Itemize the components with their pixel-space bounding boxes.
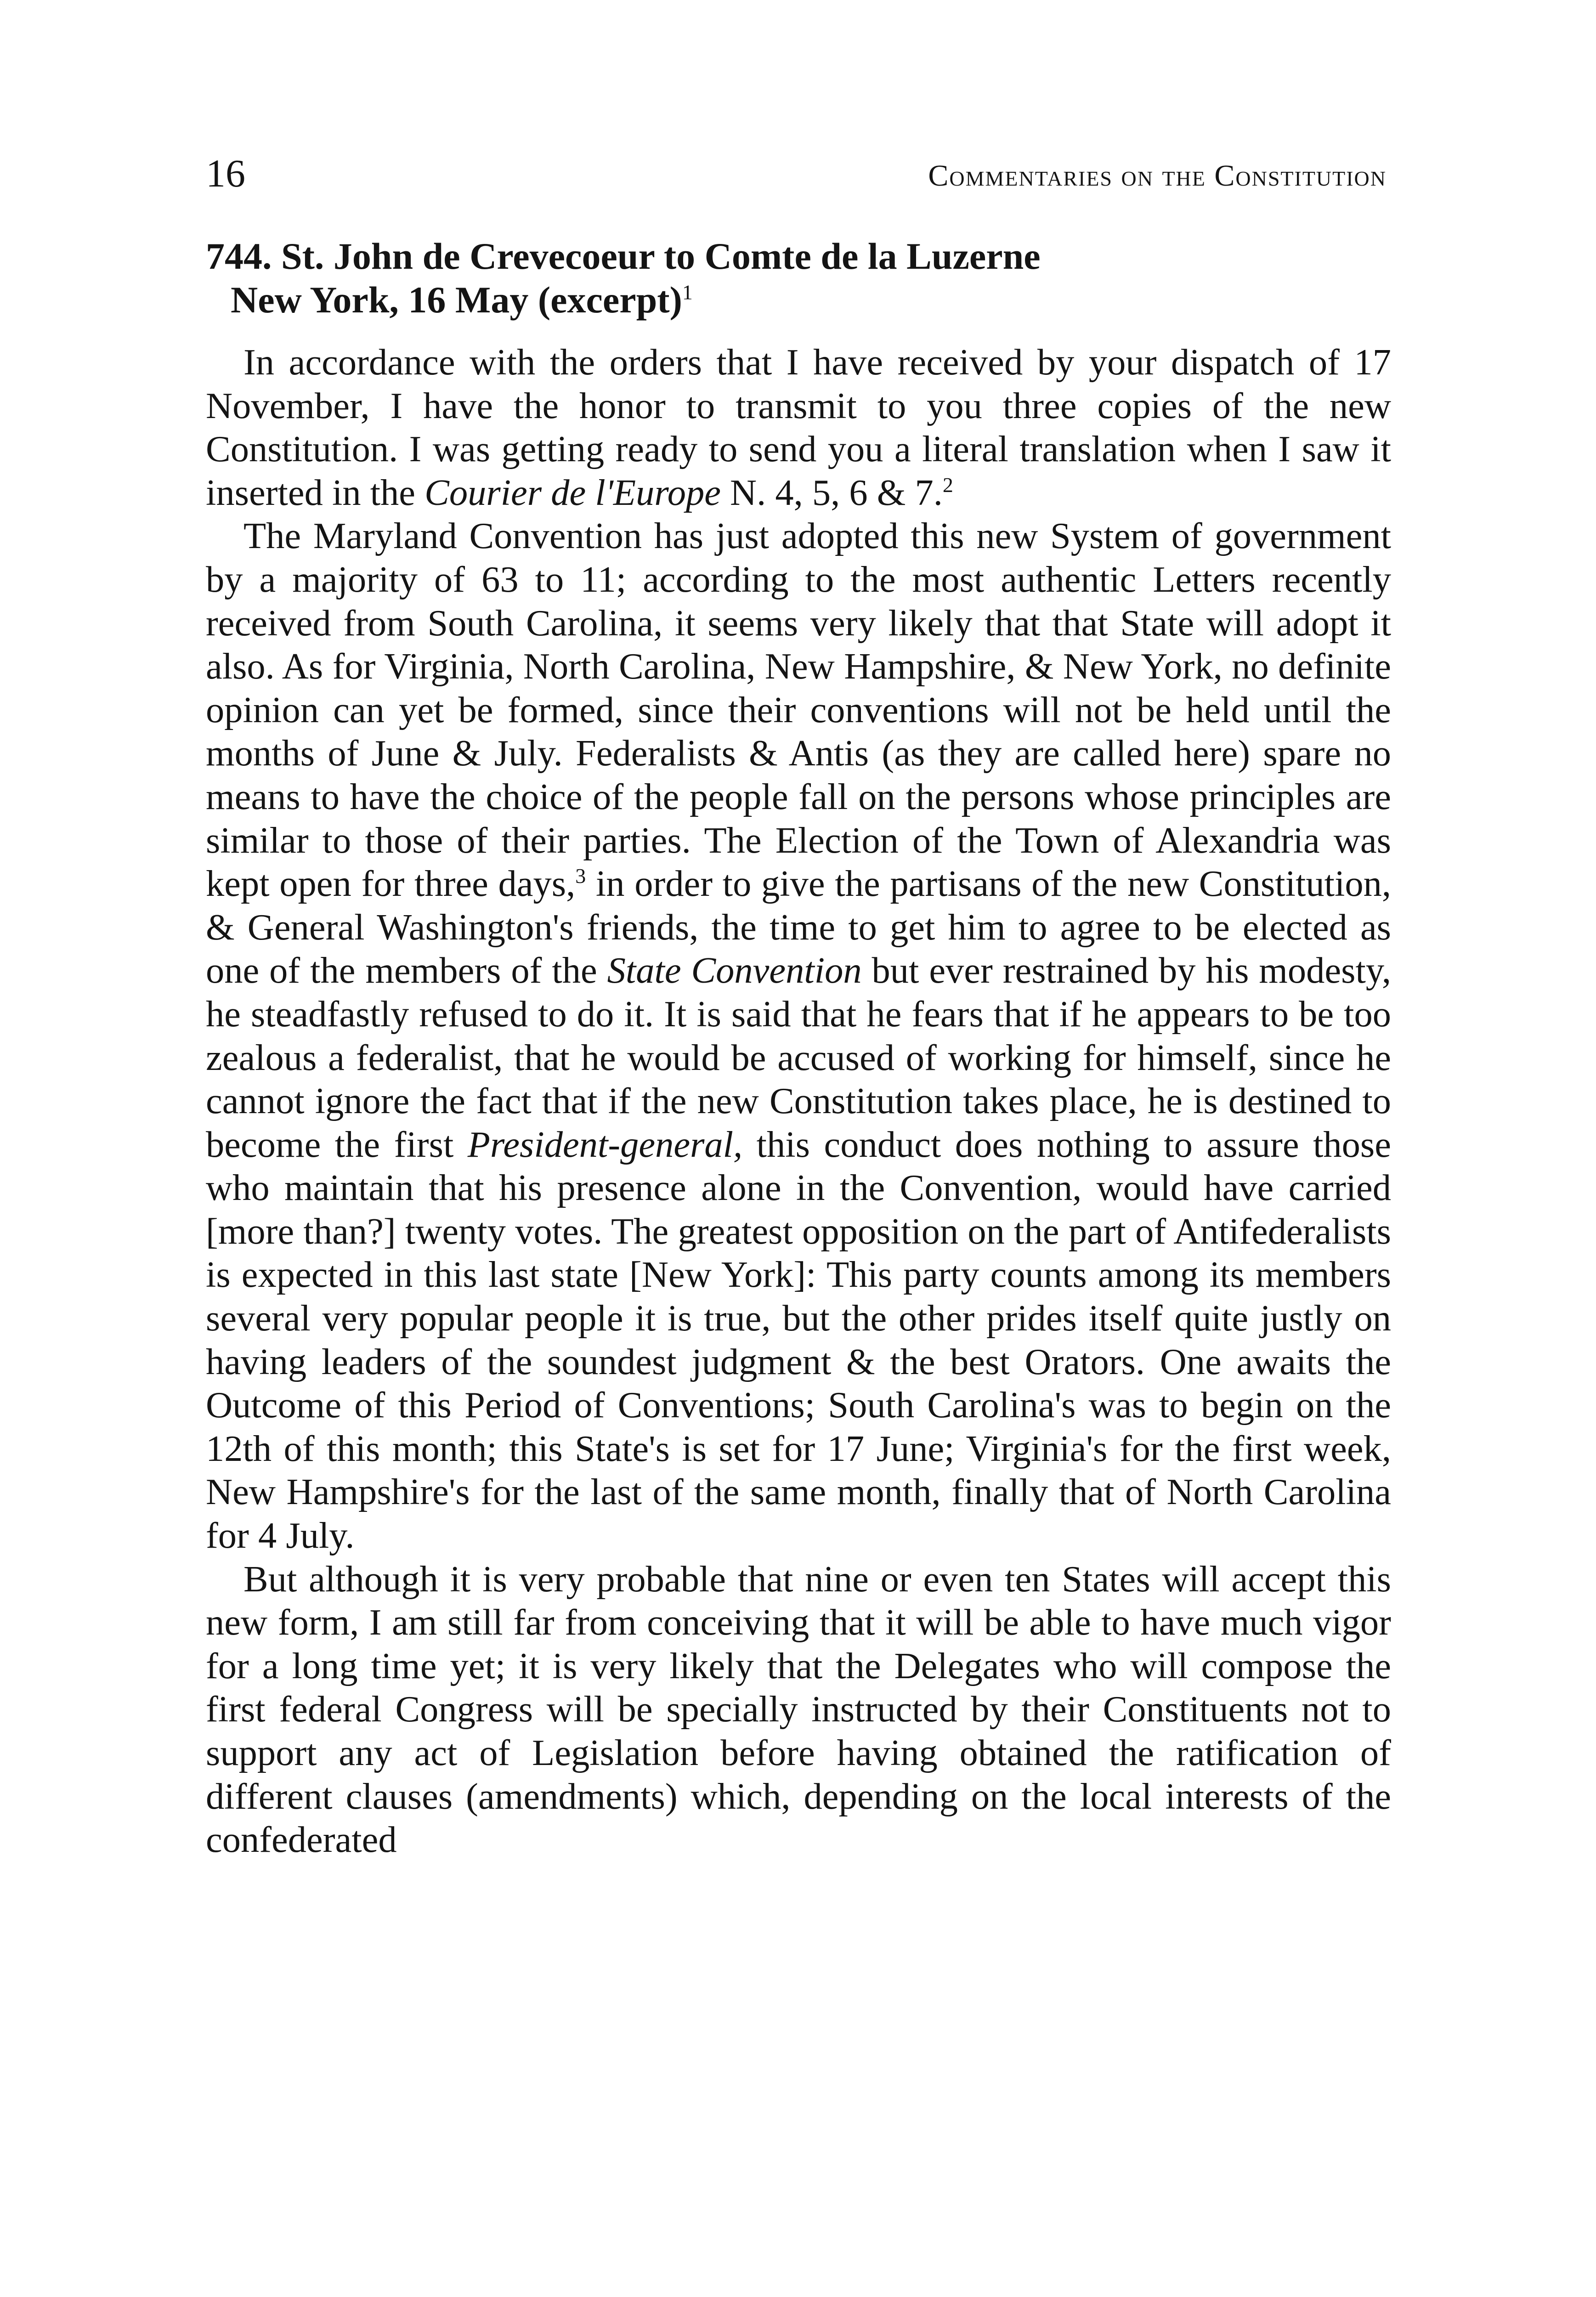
paragraph-3	[206, 1558, 1391, 1862]
italic-phrase: State Convention	[607, 950, 862, 991]
heading-dateline-text: New York, 16 May (excerpt)	[231, 279, 682, 321]
heading-dateline	[206, 278, 1391, 322]
footnote-ref: 3	[575, 864, 586, 888]
italic-phrase: President-general,	[467, 1124, 743, 1165]
footnote-ref: 2	[942, 473, 953, 497]
paragraph-text: N. 4, 5, 6 & 7.	[720, 472, 943, 513]
running-head	[206, 148, 1387, 198]
body-text	[206, 341, 1391, 1862]
heading-title: 744. St. John de Crevecoeur to Comte de la Luzerne	[206, 235, 1041, 277]
running-title: Commentaries on the Constitution	[928, 159, 1387, 192]
italic-title: Courier de l'Europe	[424, 472, 721, 513]
paragraph-text: But although it is very probable that nine or even ten States will accept this new form, I am still far from conceiving that it will be able to have much vigor for a long time yet; it is very likely that the Delegates who will compose the first federal Congress will be specially instructed by their Constituents not to support any act of Legislation before having obtained the ratification of different clauses (amendments) which, depending on the local interests of the confederated	[206, 1558, 1391, 1861]
paragraph-text: this conduct does nothing to assure those who maintain that his presence alone in the Convention, would have carried [more than?] twenty votes. The greatest opposition on the part of Antifederalists is expected in this last state [New York]: This party counts among its members several very popular people it is true, but the other prides itself quite justly on having leaders of the soundest judgment & the best Orators. One awaits the Outcome of this Period of Conventions; South Carolina's was to begin on the 12th of this month; this State's is set for 17 June; Virginia's for the first week, New Hampshire's for the last of the same month, finally that of North Carolina for 4 July.	[206, 1124, 1391, 1556]
paragraph-2	[206, 515, 1391, 1557]
paragraph-text: The Maryland Convention has just adopted this new System of government by a majority of 63 to 11; according to the most authentic Letters recently received from South Carolina, it seems very likely that that State will adopt it also. As for Virginia, North Carolina, New Hampshire, & New York, no definite opinion can yet be formed, since their conventions will not be held until the months of June & July. Federalists & Antis (as they are called here) spare no means to have the choice of the people fall on the persons whose principles are similar to those of their parties. The Election of the Town of Alexandria was kept open for three days,	[206, 515, 1391, 905]
paragraph-text: but ever restrained by his modesty, he steadfastly refused to do it. It is said that he fears that if he appears to be too zealous a federalist, that he would be accused of working for himself, since he cannot ignore the fact that if the new Constitution takes place, he is destined to become the first	[206, 950, 1391, 1165]
paragraph-text: In accordance with the orders that I have received by your dispatch of 17 November, I have the honor to transmit to you three copies of the new Constitution. I was getting ready to send you a literal translation when I saw it inserted in the	[206, 342, 1391, 513]
paragraph-1	[206, 341, 1391, 515]
page-number: 16	[206, 151, 245, 195]
footnote-ref: 1	[682, 280, 693, 304]
paragraph-text: in order to give the partisans of the new Constitution, & General Washington's friends, the time to get him to agree to be elected as one of the members of the	[206, 863, 1391, 991]
document-heading	[206, 234, 1391, 322]
